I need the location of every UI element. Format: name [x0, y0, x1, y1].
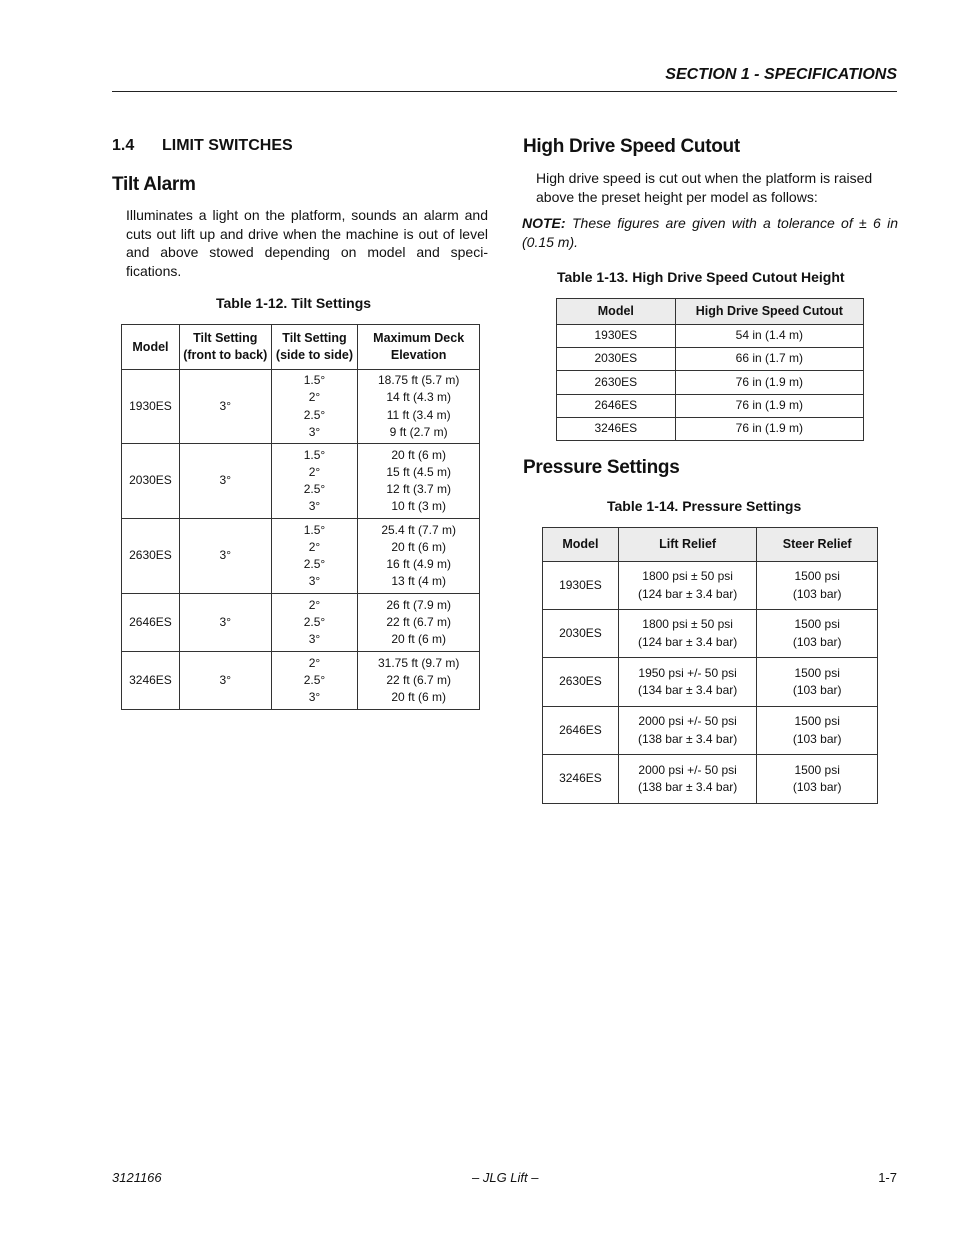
- cell-line: 1.5°: [303, 522, 326, 537]
- cell-line: 3°: [308, 690, 321, 705]
- model-cell: 3246ES: [543, 755, 619, 804]
- cell-line: (134 bar ± 3.4 bar): [637, 683, 738, 697]
- cell-line: 2.5°: [303, 407, 326, 422]
- cell-line: 3°: [308, 499, 321, 514]
- column-header: Model: [543, 528, 619, 562]
- cell-line: 12 ft (3.7 m): [386, 482, 452, 496]
- model-cell: 1930ES: [543, 562, 619, 610]
- column-header: High Drive Speed Cutout: [675, 299, 863, 325]
- cell-line: 1.5°: [303, 373, 326, 388]
- pressure-heading: Pressure Settings: [523, 457, 680, 478]
- front-tilt-cell: 3°: [179, 652, 271, 710]
- max-elevation-cell: [358, 594, 480, 652]
- pressure-table: [542, 527, 878, 804]
- table-row: [557, 325, 864, 348]
- cell-line: 11 ft (3.4 m): [386, 407, 451, 422]
- cell-line: 18.75 ft (5.7 m): [377, 373, 460, 388]
- cell-line: 1950 psi +/- 50 psi: [638, 665, 737, 680]
- max-elevation-cell: [358, 652, 480, 710]
- cell-line: 14 ft (4.3 m): [386, 390, 452, 405]
- front-tilt-cell: 3°: [179, 594, 271, 652]
- table-row: [543, 755, 878, 804]
- front-tilt-cell: 3°: [179, 519, 271, 594]
- max-elevation-cell: [358, 370, 480, 444]
- cell-line: 2.5°: [303, 482, 326, 496]
- side-tilt-cell: [271, 444, 358, 519]
- cell-line: 2.5°: [303, 614, 326, 629]
- lift-relief-cell: [618, 707, 757, 755]
- cell-line: 1800 psi ± 50 psi: [642, 617, 733, 632]
- table-row: [557, 418, 864, 441]
- cell-line: 22 ft (6.7 m): [386, 614, 452, 629]
- cell-line: 1500 psi: [794, 617, 840, 632]
- table-row: [543, 658, 878, 707]
- max-elevation-cell: [358, 444, 480, 519]
- column-header: Model: [122, 325, 180, 370]
- cell-line: 2°: [308, 539, 321, 554]
- model-cell: 2630ES: [557, 371, 676, 395]
- cell-line: 1500 psi: [794, 762, 840, 777]
- model-cell: 2646ES: [122, 594, 180, 652]
- table-row: [122, 444, 480, 519]
- footer-center-text: – JLG Lift –: [472, 1170, 539, 1185]
- model-cell: 2030ES: [543, 610, 619, 658]
- cell-line: 20 ft (6 m): [391, 447, 447, 462]
- model-cell: 1930ES: [122, 370, 180, 444]
- table-row: [543, 707, 878, 755]
- cell-line: (103 bar): [792, 780, 842, 794]
- table-row: [122, 594, 480, 652]
- steer-relief-cell: [757, 658, 878, 707]
- tilt-alarm-paragraph: Illuminates a light on the platform, sounds an alarm and cuts out lift up and drive when the machine is out of level and above stowed depending on model and specifications.: [126, 207, 488, 279]
- lift-relief-cell: [618, 610, 757, 658]
- cell-line: 22 ft (6.7 m): [386, 672, 452, 687]
- cell-line: 1500 psi: [794, 714, 840, 729]
- cell-line: 26 ft (7.9 m): [386, 597, 452, 612]
- cell-line: 1800 psi ± 50 psi: [642, 569, 733, 584]
- cell-line: 13 ft (4 m): [391, 574, 447, 589]
- cell-line: 1500 psi: [794, 569, 840, 584]
- cell-line: (124 bar ± 3.4 bar): [637, 586, 738, 601]
- table-row: [122, 370, 480, 444]
- cell-line: (138 bar ± 3.4 bar): [637, 731, 738, 746]
- cell-line: 2°: [308, 655, 321, 670]
- model-cell: 2646ES: [557, 395, 676, 418]
- high-drive-table: [556, 298, 864, 441]
- cell-line: 2.5°: [303, 672, 326, 687]
- model-cell: 3246ES: [557, 418, 676, 441]
- table-header-row: [557, 299, 864, 325]
- cell-line: 2.5°: [303, 557, 326, 571]
- front-tilt-cell: 3°: [179, 370, 271, 444]
- section-header-title: SECTION 1 - SPECIFICATIONS: [665, 66, 897, 83]
- cutout-cell: 76 in (1.9 m): [675, 371, 863, 395]
- note: [522, 214, 898, 251]
- tilt-settings-table: [121, 324, 480, 710]
- lift-relief-cell: [618, 755, 757, 804]
- section-number: 1.4: [112, 137, 135, 154]
- cell-line: 1500 psi: [794, 665, 840, 680]
- table-row: [122, 519, 480, 594]
- steer-relief-cell: [757, 755, 878, 804]
- cell-line: 10 ft (3 m): [391, 499, 447, 514]
- cell-line: 20 ft (6 m): [391, 539, 447, 554]
- column-header: Tilt Setting (front to back): [179, 325, 271, 370]
- model-cell: 2630ES: [122, 519, 180, 594]
- column-header: Steer Relief: [757, 528, 878, 562]
- footer-doc-number: 3121166: [112, 1170, 162, 1185]
- steer-relief-cell: [757, 707, 878, 755]
- cell-line: 20 ft (6 m): [391, 632, 447, 647]
- model-cell: 2630ES: [543, 658, 619, 707]
- section-heading: [112, 137, 293, 155]
- cutout-cell: 54 in (1.4 m): [675, 325, 863, 348]
- front-tilt-cell: 3°: [179, 444, 271, 519]
- cell-line: (138 bar ± 3.4 bar): [637, 780, 738, 794]
- column-header: Tilt Setting (side to side): [271, 325, 358, 370]
- cutout-cell: 66 in (1.7 m): [675, 348, 863, 371]
- header-divider: [112, 91, 897, 92]
- model-cell: 3246ES: [122, 652, 180, 710]
- cell-line: 2000 psi +/- 50 psi: [638, 714, 737, 729]
- table-row: [122, 652, 480, 710]
- cell-line: 20 ft (6 m): [391, 690, 447, 705]
- high-drive-paragraph: High drive speed is cut out when the platform is raised above the preset height per model as follows:: [536, 170, 873, 205]
- model-cell: 2646ES: [543, 707, 619, 755]
- cell-line: 31.75 ft (9.7 m): [377, 655, 460, 670]
- cell-line: 2000 psi +/- 50 psi: [638, 762, 737, 777]
- cell-line: (103 bar): [792, 731, 842, 746]
- footer-page-number: 1-7: [878, 1170, 897, 1185]
- model-cell: 2030ES: [122, 444, 180, 519]
- steer-relief-cell: [757, 562, 878, 610]
- note-text: These figures are given with a tolerance of ± 6 in (0.15 m).: [522, 215, 898, 250]
- column-header: Maximum Deck Elevation: [358, 325, 480, 370]
- cell-line: (103 bar): [792, 634, 842, 649]
- column-header: Model: [557, 299, 676, 325]
- cell-line: 2°: [308, 597, 321, 612]
- steer-relief-cell: [757, 610, 878, 658]
- column-header: Lift Relief: [618, 528, 757, 562]
- tilt-table-caption: Table 1-12. Tilt Settings: [216, 295, 372, 311]
- side-tilt-cell: [271, 519, 358, 594]
- model-cell: 1930ES: [557, 325, 676, 348]
- table-row: [543, 562, 878, 610]
- max-elevation-cell: [358, 519, 480, 594]
- section-title: LIMIT SWITCHES: [162, 137, 293, 154]
- side-tilt-cell: [271, 594, 358, 652]
- side-tilt-cell: [271, 652, 358, 710]
- table-row: [543, 610, 878, 658]
- table-row: [557, 395, 864, 418]
- cell-line: 1.5°: [303, 447, 326, 462]
- cell-line: 16 ft (4.9 m): [386, 557, 452, 571]
- table-row: [557, 348, 864, 371]
- table-header-row: [543, 528, 878, 562]
- side-tilt-cell: [271, 370, 358, 444]
- cell-line: 3°: [308, 424, 321, 439]
- cell-line: 15 ft (4.5 m): [386, 464, 452, 479]
- lift-relief-cell: [618, 658, 757, 707]
- high-drive-heading: High Drive Speed Cutout: [523, 136, 740, 157]
- cell-line: 3°: [308, 632, 321, 647]
- table-header-row: [122, 325, 480, 370]
- pressure-table-caption: Table 1-14. Pressure Settings: [607, 498, 802, 514]
- note-label: NOTE:: [522, 215, 566, 231]
- cutout-cell: 76 in (1.9 m): [675, 418, 863, 441]
- cutout-cell: 76 in (1.9 m): [675, 395, 863, 418]
- table-row: [557, 371, 864, 395]
- cell-line: 3°: [308, 574, 321, 589]
- cell-line: 2°: [308, 464, 321, 479]
- cell-line: (103 bar): [792, 586, 842, 601]
- lift-relief-cell: [618, 562, 757, 610]
- cell-line: 9 ft (2.7 m): [389, 424, 448, 439]
- high-drive-table-caption: Table 1-13. High Drive Speed Cutout Height: [557, 269, 845, 285]
- cell-line: (124 bar ± 3.4 bar): [637, 634, 738, 649]
- tilt-alarm-heading: Tilt Alarm: [112, 174, 196, 195]
- cell-line: (103 bar): [792, 683, 842, 697]
- model-cell: 2030ES: [557, 348, 676, 371]
- cell-line: 2°: [308, 390, 321, 405]
- cell-line: 25.4 ft (7.7 m): [381, 522, 457, 537]
